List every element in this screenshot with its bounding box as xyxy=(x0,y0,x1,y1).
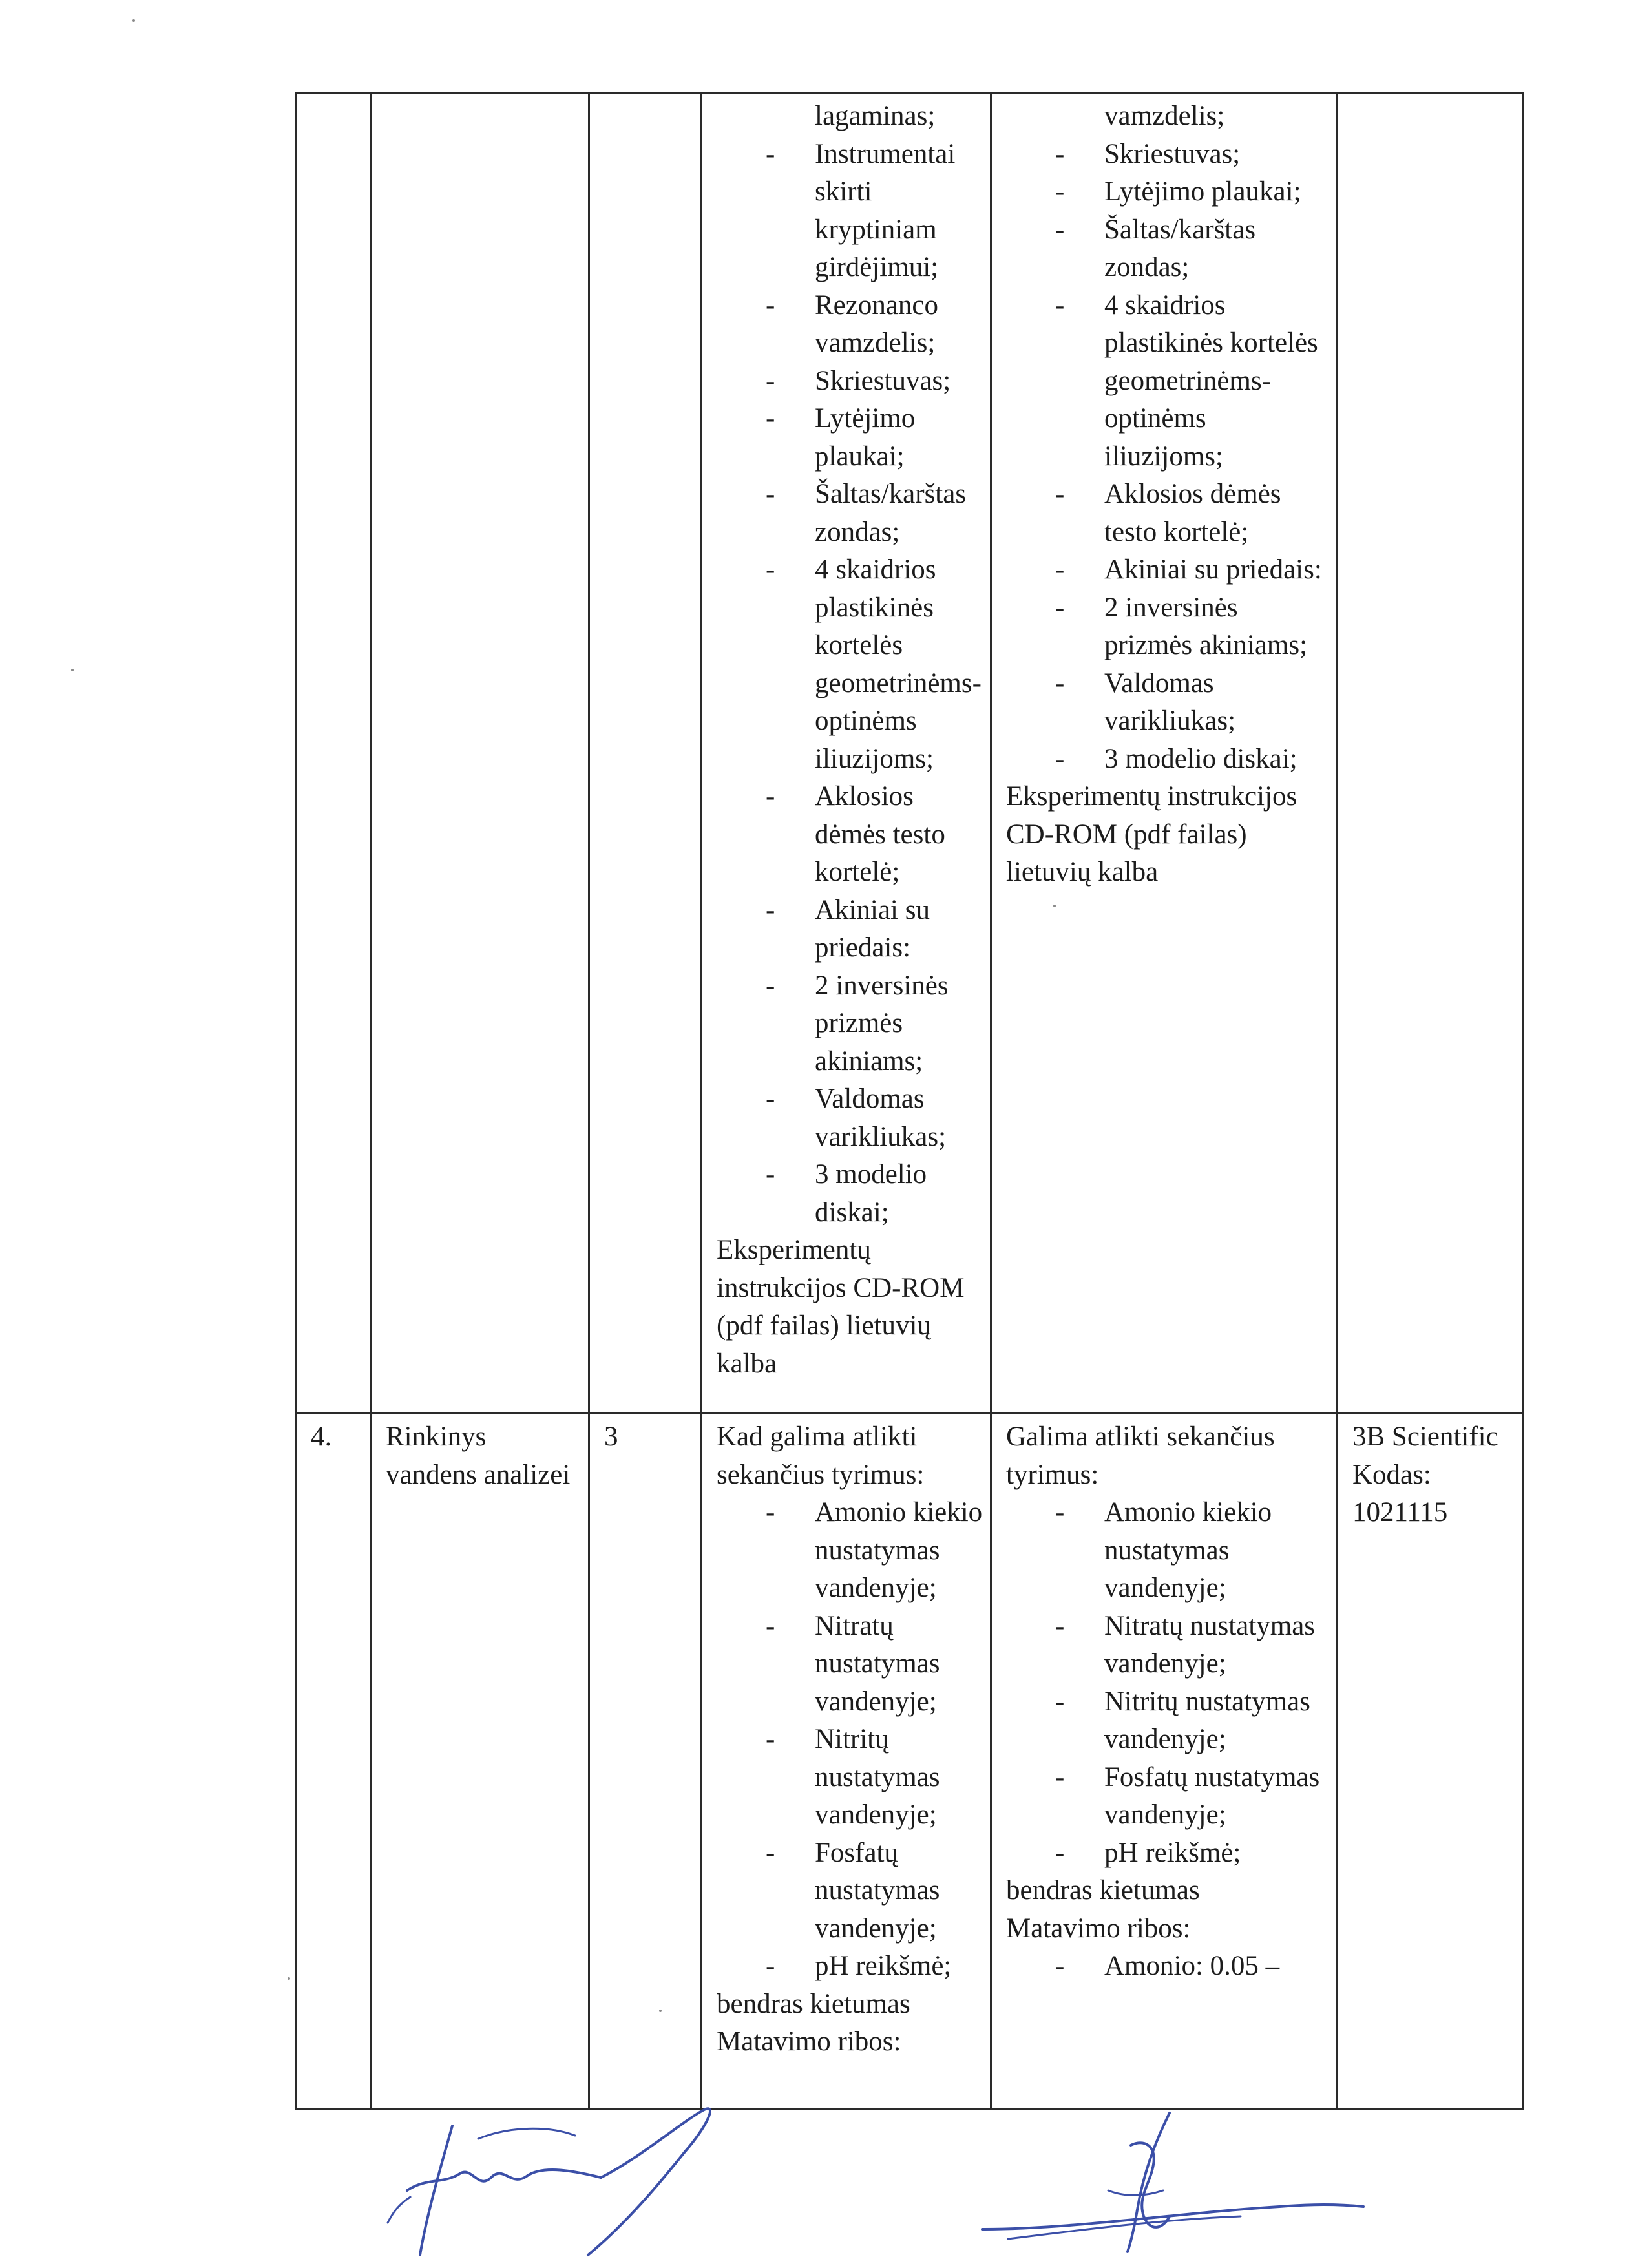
list-item: - Instrumentai skirti kryptiniam girdėjimui; xyxy=(717,136,983,287)
list-item: - Fosfatų nustatymas vandenyje; xyxy=(1006,1759,1330,1834)
list-item: - Akiniai su priedais: xyxy=(717,892,983,967)
list-item: - 3 modelio diskai; xyxy=(717,1156,983,1232)
scan-speck xyxy=(71,669,74,671)
list-item: - pH reikšmė; xyxy=(1006,1834,1330,1873)
required-range-label: Matavimo ribos: xyxy=(1006,1913,1191,1944)
list-item: - Nitratų nustatymas vandenyje; xyxy=(717,1608,983,1721)
offered-footer-text: Eksperimentų instrukcijos CD-ROM (pdf failas) lietuvių kalba xyxy=(717,1235,965,1379)
required-intro-text: Galima atlikti sekančius tyrimus: xyxy=(1006,1422,1275,1490)
cell-offered xyxy=(702,93,991,1414)
cell-qty: 3 xyxy=(589,1414,702,2109)
offered-after-text: bendras kietumas xyxy=(717,1988,910,2019)
list-item: - Valdomas varikliukas; xyxy=(717,1080,983,1156)
list-item: - Nitritų nustatymas vandenyje; xyxy=(1006,1683,1330,1759)
required-list xyxy=(1006,136,1330,779)
list-item: - Amonio: 0.05 – xyxy=(1006,1948,1330,1986)
cell-manufacturer xyxy=(1338,93,1524,1414)
list-item: - Amonio kiekio nustatymas vandenyje; xyxy=(717,1494,983,1608)
list-item: - Šaltas/karštas zondas; xyxy=(717,476,983,551)
offered-list xyxy=(717,136,983,1232)
cell-name xyxy=(371,93,589,1414)
list-item: - Aklosios dėmės testo kortelė; xyxy=(717,778,983,892)
offered-list xyxy=(717,1494,983,1986)
scan-speck xyxy=(132,19,135,22)
table-row-4 xyxy=(296,1414,1524,2109)
cell-name: Rinkinys vandens analizei xyxy=(371,1414,589,2109)
list-item: - Amonio kiekio nustatymas vandenyje; xyxy=(1006,1494,1330,1608)
offered-top-text: lagaminas; xyxy=(815,101,936,131)
list-item: - Skriestuvas; xyxy=(717,362,983,401)
signature-left xyxy=(381,2100,743,2262)
required-range-list xyxy=(1006,1948,1330,1986)
scan-speck xyxy=(659,2010,662,2012)
required-after-text: bendras kietumas xyxy=(1006,1875,1200,1906)
manufacturer-code-label: Kodas: xyxy=(1352,1459,1431,1490)
list-item: - 2 inversinės prizmės akiniams; xyxy=(717,967,983,1081)
table-row-continued xyxy=(296,93,1524,1414)
list-item: - Nitratų nustatymas vandenyje; xyxy=(1006,1608,1330,1683)
list-item: - Skriestuvas; xyxy=(1006,136,1330,174)
list-item: - Aklosios dėmės testo kortelė; xyxy=(1006,476,1330,551)
scan-speck xyxy=(1053,905,1056,907)
list-item: - Lytėjimo plaukai; xyxy=(717,400,983,476)
list-item: - Lytėjimo plaukai; xyxy=(1006,173,1330,211)
cell-no: 4. xyxy=(296,1414,371,2109)
cell-qty xyxy=(589,93,702,1414)
list-item: - Nitritų nustatymas vandenyje; xyxy=(717,1721,983,1834)
list-item: - 3 modelio diskai; xyxy=(1006,740,1330,779)
cell-offered xyxy=(702,1414,991,2109)
specification-table xyxy=(295,92,1524,2110)
list-item: - Valdomas varikliukas; xyxy=(1006,665,1330,740)
cell-required xyxy=(991,93,1338,1414)
list-item: - 4 skaidrios plastikinės kortelės geometrinėms-optinėms iliuzijoms; xyxy=(1006,287,1330,476)
list-item: - Rezonanco vamzdelis; xyxy=(717,287,983,362)
list-item: - 4 skaidrios plastikinės kortelės geometrinėms-optinėms iliuzijoms; xyxy=(717,551,983,778)
offered-intro-text: Kad galima atlikti sekančius tyrimus: xyxy=(717,1422,925,1490)
required-list xyxy=(1006,1494,1330,1872)
manufacturer-name: 3B Scientific xyxy=(1352,1422,1498,1452)
cell-no xyxy=(296,93,371,1414)
scan-speck xyxy=(288,1977,290,1980)
list-item: - Akiniai su priedais: xyxy=(1006,551,1330,589)
manufacturer-code: 1021115 xyxy=(1352,1497,1448,1528)
list-item: - Fosfatų nustatymas vandenyje; xyxy=(717,1834,983,1948)
list-item: - Šaltas/karštas zondas; xyxy=(1006,211,1330,287)
cell-manufacturer xyxy=(1338,1414,1524,2109)
list-item: - pH reikšmė; xyxy=(717,1948,983,1986)
list-item: - 2 inversinės prizmės akiniams; xyxy=(1006,589,1330,665)
cell-required xyxy=(991,1414,1338,2109)
offered-range-label: Matavimo ribos: xyxy=(717,2026,901,2057)
required-top-text: vamzdelis; xyxy=(1104,101,1225,131)
signature-right xyxy=(969,2100,1370,2255)
required-footer-text: Eksperimentų instrukcijos CD-ROM (pdf failas) lietuvių kalba xyxy=(1006,781,1297,887)
